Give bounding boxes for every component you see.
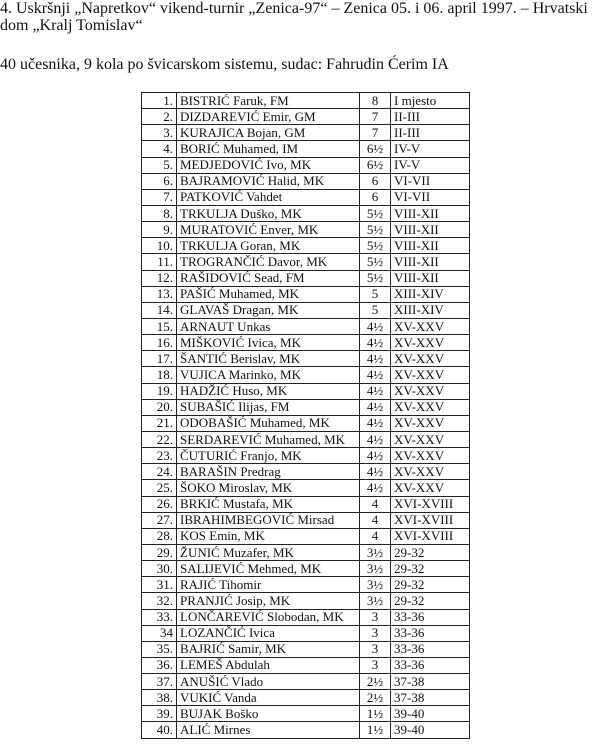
table-row xyxy=(142,367,470,383)
rank-cell: 28. xyxy=(142,528,177,544)
points-cell: 7 xyxy=(360,109,391,125)
player-name-cell: LONČAREVIĆ Slobodan, MK xyxy=(177,609,360,625)
place-cell: 39-40 xyxy=(391,706,470,722)
table-row xyxy=(142,496,470,512)
player-name-cell: ČUTURIĆ Franjo, MK xyxy=(177,448,360,464)
player-name-cell: PATKOVIĆ Vahdet xyxy=(177,189,360,205)
place-cell: 39-40 xyxy=(391,722,470,738)
table-row xyxy=(142,399,470,415)
player-name-cell: ANUŠIĆ Vlado xyxy=(177,674,360,690)
rank-cell: 27. xyxy=(142,512,177,528)
points-cell: 4½ xyxy=(360,431,391,447)
place-cell: 29-32 xyxy=(391,561,470,577)
points-cell: 5½ xyxy=(360,238,391,254)
rank-cell: 22. xyxy=(142,431,177,447)
place-cell: I mjesto xyxy=(391,93,470,109)
player-name-cell: BARAŠIN Predrag xyxy=(177,464,360,480)
rank-cell: 25. xyxy=(142,480,177,496)
points-cell: 6 xyxy=(360,189,391,205)
table-row xyxy=(142,383,470,399)
table-row xyxy=(142,448,470,464)
table-row xyxy=(142,528,470,544)
table-row xyxy=(142,173,470,189)
rank-cell: 38. xyxy=(142,690,177,706)
tournament-title-line-2: dom „Kralj Tomislav“ xyxy=(0,17,143,34)
place-cell: XIII-XIV xyxy=(391,302,470,318)
place-cell: 33-36 xyxy=(391,657,470,673)
rank-cell: 24. xyxy=(142,464,177,480)
rank-cell: 14. xyxy=(142,302,177,318)
table-row xyxy=(142,238,470,254)
rank-cell: 15. xyxy=(142,318,177,334)
table-row xyxy=(142,561,470,577)
table-row xyxy=(142,109,470,125)
player-name-cell: SUBAŠIĆ Ilijas, FM xyxy=(177,399,360,415)
points-cell: 4½ xyxy=(360,351,391,367)
table-row xyxy=(142,544,470,560)
rank-cell: 7. xyxy=(142,189,177,205)
table-row xyxy=(142,722,470,738)
points-cell: 3 xyxy=(360,609,391,625)
player-name-cell: VUJICA Marinko, MK xyxy=(177,367,360,383)
rank-cell: 23. xyxy=(142,448,177,464)
place-cell: XV-XXV xyxy=(391,318,470,334)
rank-cell: 34 xyxy=(142,625,177,641)
place-cell: IV-V xyxy=(391,157,470,173)
player-name-cell: KURAJICA Bojan, GM xyxy=(177,125,360,141)
place-cell: XV-XXV xyxy=(391,383,470,399)
place-cell: VIII-XII xyxy=(391,205,470,221)
table-row xyxy=(142,318,470,334)
player-name-cell: BISTRIĆ Faruk, FM xyxy=(177,93,360,109)
table-row xyxy=(142,141,470,157)
place-cell: XV-XXV xyxy=(391,335,470,351)
place-cell: XIII-XIV xyxy=(391,286,470,302)
rank-cell: 3. xyxy=(142,125,177,141)
points-cell: 2½ xyxy=(360,674,391,690)
table-row xyxy=(142,205,470,221)
player-name-cell: MEDJEDOVIĆ Ivo, MK xyxy=(177,157,360,173)
player-name-cell: SALIJEVIĆ Mehmed, MK xyxy=(177,561,360,577)
points-cell: 5½ xyxy=(360,270,391,286)
place-cell: VI-VII xyxy=(391,173,470,189)
table-row xyxy=(142,270,470,286)
table-row xyxy=(142,286,470,302)
points-cell: 5 xyxy=(360,286,391,302)
table-row xyxy=(142,593,470,609)
player-name-cell: RAJIĆ Tihomir xyxy=(177,577,360,593)
rank-cell: 13. xyxy=(142,286,177,302)
rank-cell: 18. xyxy=(142,367,177,383)
rank-cell: 31. xyxy=(142,577,177,593)
rank-cell: 33. xyxy=(142,609,177,625)
rank-cell: 39. xyxy=(142,706,177,722)
place-cell: VIII-XII xyxy=(391,238,470,254)
tournament-info: 40 učesnika, 9 kola po švicarskom sistemu, sudac: Fahrudin Ćerim IA xyxy=(0,56,449,73)
points-cell: 3 xyxy=(360,657,391,673)
table-row xyxy=(142,431,470,447)
table-row xyxy=(142,674,470,690)
table-row xyxy=(142,415,470,431)
player-name-cell: VUKIĆ Vanda xyxy=(177,690,360,706)
place-cell: XV-XXV xyxy=(391,448,470,464)
rank-cell: 35. xyxy=(142,641,177,657)
player-name-cell: TROGRANČIĆ Davor, MK xyxy=(177,254,360,270)
rank-cell: 11. xyxy=(142,254,177,270)
points-cell: 4½ xyxy=(360,480,391,496)
table-row xyxy=(142,690,470,706)
points-cell: 4½ xyxy=(360,464,391,480)
player-name-cell: DIZDAREVIĆ Emir, GM xyxy=(177,109,360,125)
rank-cell: 9. xyxy=(142,222,177,238)
player-name-cell: BAJRIĆ Samir, MK xyxy=(177,641,360,657)
rank-cell: 30. xyxy=(142,561,177,577)
rank-cell: 36. xyxy=(142,657,177,673)
table-row xyxy=(142,657,470,673)
player-name-cell: GLAVAŠ Dragan, MK xyxy=(177,302,360,318)
table-row xyxy=(142,512,470,528)
points-cell: 4½ xyxy=(360,415,391,431)
player-name-cell: ŽUNIĆ Muzafer, MK xyxy=(177,544,360,560)
place-cell: 33-36 xyxy=(391,609,470,625)
points-cell: 7 xyxy=(360,125,391,141)
points-cell: 4 xyxy=(360,512,391,528)
place-cell: XV-XXV xyxy=(391,464,470,480)
points-cell: 4 xyxy=(360,528,391,544)
table-row xyxy=(142,464,470,480)
rank-cell: 40. xyxy=(142,722,177,738)
player-name-cell: BORIĆ Muhamed, IM xyxy=(177,141,360,157)
points-cell: 3½ xyxy=(360,577,391,593)
place-cell: XV-XXV xyxy=(391,367,470,383)
place-cell: XV-XXV xyxy=(391,399,470,415)
player-name-cell: ALIĆ Mirnes xyxy=(177,722,360,738)
place-cell: 29-32 xyxy=(391,544,470,560)
rank-cell: 8. xyxy=(142,205,177,221)
player-name-cell: PAŠIĆ Muhamed, MK xyxy=(177,286,360,302)
table-row xyxy=(142,609,470,625)
place-cell: VIII-XII xyxy=(391,254,470,270)
table-row xyxy=(142,189,470,205)
points-cell: 4½ xyxy=(360,367,391,383)
place-cell: 29-32 xyxy=(391,593,470,609)
table-row xyxy=(142,625,470,641)
rank-cell: 4. xyxy=(142,141,177,157)
table-row xyxy=(142,222,470,238)
results-table xyxy=(141,92,470,739)
place-cell: 33-36 xyxy=(391,625,470,641)
player-name-cell: BAJRAMOVIĆ Halid, MK xyxy=(177,173,360,189)
player-name-cell: LOZANČIĆ Ivica xyxy=(177,625,360,641)
player-name-cell: TRKULJA Duško, MK xyxy=(177,205,360,221)
player-name-cell: MIŠKOVIĆ Ivica, MK xyxy=(177,335,360,351)
rank-cell: 17. xyxy=(142,351,177,367)
rank-cell: 32. xyxy=(142,593,177,609)
rank-cell: 6. xyxy=(142,173,177,189)
place-cell: II-III xyxy=(391,109,470,125)
rank-cell: 19. xyxy=(142,383,177,399)
points-cell: 4½ xyxy=(360,318,391,334)
place-cell: XV-XXV xyxy=(391,431,470,447)
rank-cell: 20. xyxy=(142,399,177,415)
points-cell: 6½ xyxy=(360,141,391,157)
table-row xyxy=(142,641,470,657)
place-cell: XVI-XVIII xyxy=(391,512,470,528)
place-cell: II-III xyxy=(391,125,470,141)
player-name-cell: KOS Emin, MK xyxy=(177,528,360,544)
place-cell: IV-V xyxy=(391,141,470,157)
table-row xyxy=(142,351,470,367)
place-cell: XV-XXV xyxy=(391,351,470,367)
place-cell: XVI-XVIII xyxy=(391,528,470,544)
player-name-cell: HADŽIĆ Huso, MK xyxy=(177,383,360,399)
rank-cell: 26. xyxy=(142,496,177,512)
table-row xyxy=(142,93,470,109)
place-cell: VI-VII xyxy=(391,189,470,205)
place-cell: XVI-XVIII xyxy=(391,496,470,512)
rank-cell: 10. xyxy=(142,238,177,254)
points-cell: 4½ xyxy=(360,399,391,415)
points-cell: 3 xyxy=(360,641,391,657)
table-row xyxy=(142,254,470,270)
player-name-cell: RAŠIDOVIĆ Sead, FM xyxy=(177,270,360,286)
points-cell: 5 xyxy=(360,302,391,318)
results-table-body xyxy=(142,93,470,739)
player-name-cell: ŠOKO Miroslav, MK xyxy=(177,480,360,496)
rank-cell: 12. xyxy=(142,270,177,286)
rank-cell: 37. xyxy=(142,674,177,690)
points-cell: 2½ xyxy=(360,690,391,706)
points-cell: 3½ xyxy=(360,544,391,560)
place-cell: VIII-XII xyxy=(391,270,470,286)
points-cell: 1½ xyxy=(360,706,391,722)
table-row xyxy=(142,125,470,141)
rank-cell: 29. xyxy=(142,544,177,560)
points-cell: 4½ xyxy=(360,448,391,464)
table-row xyxy=(142,335,470,351)
points-cell: 3½ xyxy=(360,593,391,609)
place-cell: 33-36 xyxy=(391,641,470,657)
player-name-cell: ARNAUT Unkas xyxy=(177,318,360,334)
points-cell: 4 xyxy=(360,496,391,512)
points-cell: 6 xyxy=(360,173,391,189)
place-cell: 29-32 xyxy=(391,577,470,593)
player-name-cell: SERDAREVIĆ Muhamed, MK xyxy=(177,431,360,447)
player-name-cell: TRKULJA Goran, MK xyxy=(177,238,360,254)
player-name-cell: BRKIĆ Mustafa, MK xyxy=(177,496,360,512)
points-cell: 3½ xyxy=(360,561,391,577)
points-cell: 1½ xyxy=(360,722,391,738)
rank-cell: 21. xyxy=(142,415,177,431)
table-row xyxy=(142,302,470,318)
table-row xyxy=(142,157,470,173)
player-name-cell: IBRAHIMBEGOVIĆ Mirsad xyxy=(177,512,360,528)
rank-cell: 5. xyxy=(142,157,177,173)
place-cell: 37-38 xyxy=(391,674,470,690)
rank-cell: 1. xyxy=(142,93,177,109)
table-row xyxy=(142,706,470,722)
points-cell: 5½ xyxy=(360,254,391,270)
player-name-cell: ŠANTIĆ Berislav, MK xyxy=(177,351,360,367)
points-cell: 4½ xyxy=(360,335,391,351)
player-name-cell: MURATOVIĆ Enver, MK xyxy=(177,222,360,238)
place-cell: XV-XXV xyxy=(391,480,470,496)
points-cell: 3 xyxy=(360,625,391,641)
points-cell: 5½ xyxy=(360,205,391,221)
place-cell: XV-XXV xyxy=(391,415,470,431)
rank-cell: 16. xyxy=(142,335,177,351)
table-row xyxy=(142,480,470,496)
player-name-cell: LEMEŠ Abdulah xyxy=(177,657,360,673)
player-name-cell: PRANJIĆ Josip, MK xyxy=(177,593,360,609)
player-name-cell: BUJAK Boško xyxy=(177,706,360,722)
place-cell: 37-38 xyxy=(391,690,470,706)
points-cell: 8 xyxy=(360,93,391,109)
points-cell: 4½ xyxy=(360,383,391,399)
rank-cell: 2. xyxy=(142,109,177,125)
points-cell: 6½ xyxy=(360,157,391,173)
table-row xyxy=(142,577,470,593)
player-name-cell: ODOBAŠIĆ Muhamed, MK xyxy=(177,415,360,431)
tournament-title-line-1: 4. Uskršnji „Napretkov“ vikend-turnir „Zenica-97“ – Zenica 05. i 06. april 1997. – Hrvatski xyxy=(0,0,588,17)
points-cell: 5½ xyxy=(360,222,391,238)
place-cell: VIII-XII xyxy=(391,222,470,238)
